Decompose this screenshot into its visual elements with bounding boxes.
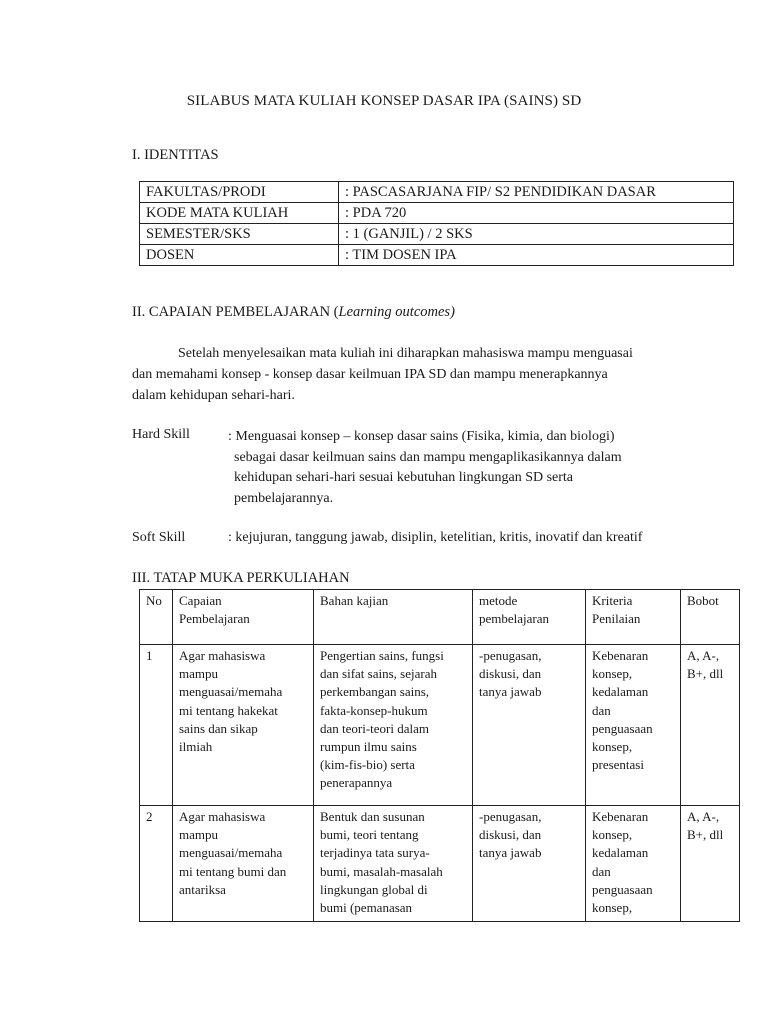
cell-line: tanya jawab — [479, 684, 542, 700]
cell-line: -penugasan, — [479, 809, 542, 824]
cell-line: penguasaan — [592, 720, 653, 736]
identitas-row — [140, 182, 734, 203]
cell-line: B+, dll — [687, 827, 724, 843]
cell-line: Pengertian sains, fungsi — [320, 648, 444, 663]
cell-no: 1 — [140, 645, 173, 806]
cell-line: fakta-konsep-hukum — [320, 702, 428, 718]
hard-skill-line: pembelajarannya. — [234, 490, 334, 506]
identitas-row — [140, 203, 734, 224]
header-metode — [473, 590, 586, 645]
identitas-value: : 1 (GANJIL) / 2 SKS — [339, 224, 734, 245]
header-bobot — [681, 590, 740, 645]
identitas-value: : PDA 720 — [339, 203, 734, 224]
page-title: SILABUS MATA KULIAH KONSEP DASAR IPA (SAINS) SD — [186, 93, 582, 109]
capaian-paragraph — [132, 343, 692, 406]
identitas-value: : PASCASARJANA FIP/ S2 PENDIDIKAN DASAR — [339, 182, 734, 203]
cell-capaian — [173, 806, 314, 922]
table-row — [140, 645, 740, 806]
header-kriteria — [586, 590, 681, 645]
cell-line: mampu — [179, 827, 218, 843]
cell-line: sains dan sikap — [179, 720, 258, 736]
cell-line: mi tentang hakekat — [179, 702, 278, 718]
identitas-label: KODE MATA KULIAH — [140, 203, 339, 224]
header-bahan — [314, 590, 473, 645]
cell-line: dan sifat sains, sejarah — [320, 666, 437, 682]
cell-line: Agar mahasiswa — [179, 809, 266, 824]
cell-line: ilmiah — [179, 739, 213, 755]
tatap-muka-table — [139, 589, 740, 922]
paragraph-line: dan memahami konsep - konsep dasar keilmuan IPA SD dan mampu menerapkannya — [132, 367, 608, 382]
hard-skill-line: : Menguasai konsep – konsep dasar sains (Fisika, kimia, dan biologi) — [228, 429, 615, 444]
cell-line: penerapannya — [320, 775, 393, 791]
cell-line: bumi (pemanasan — [320, 900, 413, 916]
capaian-heading — [132, 304, 455, 321]
cell-line: konsep, — [592, 900, 633, 916]
cell-line: konsep, — [592, 739, 633, 755]
header-line: Pembelajaran — [179, 611, 250, 627]
cell-line: Kebenaran — [592, 648, 649, 663]
identitas-value: : TIM DOSEN IPA — [339, 245, 734, 266]
capaian-heading-italic: Learning outcomes) — [338, 304, 455, 320]
identitas-label: SEMESTER/SKS — [140, 224, 339, 245]
cell-line: Kebenaran — [592, 809, 649, 824]
header-line: metode — [479, 593, 518, 608]
cell-line: bumi, teori tentang — [320, 827, 419, 843]
paragraph-line: Setelah menyelesaikan mata kuliah ini diharapkan mahasiswa mampu menguasai — [178, 346, 633, 361]
cell-line: menguasai/memaha — [179, 845, 283, 861]
header-line: pembelajaran — [479, 611, 550, 627]
header-line: Capaian — [179, 593, 222, 608]
table-header-row — [140, 590, 740, 645]
cell-line: kedalaman — [592, 845, 649, 861]
cell-line: -penugasan, — [479, 648, 542, 663]
cell-line: konsep, — [592, 827, 633, 843]
cell-kriteria — [586, 645, 681, 806]
identitas-label: DOSEN — [140, 245, 339, 266]
cell-line: lingkungan global di — [320, 881, 428, 897]
identitas-row — [140, 224, 734, 245]
cell-metode — [473, 806, 586, 922]
cell-bobot — [681, 645, 740, 806]
cell-line: konsep, — [592, 666, 633, 682]
cell-line: tanya jawab — [479, 845, 542, 861]
cell-bobot — [681, 806, 740, 922]
cell-no: 2 — [140, 806, 173, 922]
soft-skill-label: Soft Skill — [132, 530, 186, 545]
header-line: Kriteria — [592, 593, 633, 608]
cell-line: B+, dll — [687, 666, 724, 682]
cell-line: rumpun ilmu sains — [320, 739, 417, 755]
hard-skill-text — [228, 427, 622, 509]
cell-line: presentasi — [592, 757, 644, 773]
header-line: Bobot — [687, 593, 719, 608]
cell-line: dan — [592, 863, 611, 879]
identitas-heading: I. IDENTITAS — [132, 147, 219, 163]
cell-bahan — [314, 645, 473, 806]
cell-line: antariksa — [179, 881, 226, 897]
cell-line: penguasaan — [592, 881, 653, 897]
cell-line: diskusi, dan — [479, 827, 542, 843]
cell-line: kedalaman — [592, 684, 649, 700]
hard-skill-line: sebagai dasar keilmuan sains dan mampu mengaplikasikannya dalam — [234, 449, 622, 465]
hard-skill-line: kehidupan sehari-hari sesuai kebutuhan lingkungan SD serta — [234, 470, 574, 485]
cell-line: diskusi, dan — [479, 666, 542, 682]
paragraph-line: dalam kehidupan sehari-hari. — [132, 388, 295, 403]
cell-line: bumi, masalah-masalah — [320, 863, 443, 879]
cell-bahan — [314, 806, 473, 922]
cell-line: A, A-, — [687, 809, 720, 824]
identitas-row — [140, 245, 734, 266]
header-no — [140, 590, 173, 645]
cell-line: (kim-fis-bio) serta — [320, 757, 415, 773]
cell-line: terjadinya tata surya- — [320, 845, 430, 861]
cell-line: mi tentang bumi dan — [179, 863, 287, 879]
cell-line: Agar mahasiswa — [179, 648, 266, 663]
cell-kriteria — [586, 806, 681, 922]
cell-line: dan teori-teori dalam — [320, 720, 430, 736]
cell-line: A, A-, — [687, 648, 720, 663]
header-capaian — [173, 590, 314, 645]
cell-line: mampu — [179, 666, 218, 682]
capaian-heading-prefix: II. CAPAIAN PEMBELAJARAN ( — [132, 304, 339, 320]
table-row — [140, 806, 740, 922]
cell-metode — [473, 645, 586, 806]
cell-line: dan — [592, 702, 611, 718]
hard-skill-label: Hard Skill — [132, 427, 190, 442]
cell-line: Bentuk dan susunan — [320, 809, 425, 824]
identitas-label: FAKULTAS/PRODI — [140, 182, 339, 203]
tatap-muka-heading: III. TATAP MUKA PERKULIAHAN — [132, 570, 350, 586]
soft-skill-text: : kejujuran, tanggung jawab, disiplin, ketelitian, kritis, inovatif dan kreatif — [228, 530, 643, 545]
cell-capaian — [173, 645, 314, 806]
cell-line: perkembangan sains, — [320, 684, 430, 700]
header-line: No — [146, 593, 162, 608]
header-line: Bahan kajian — [320, 593, 389, 608]
cell-line: menguasai/memaha — [179, 684, 283, 700]
header-line: Penilaian — [592, 611, 641, 627]
identitas-table — [139, 181, 734, 266]
